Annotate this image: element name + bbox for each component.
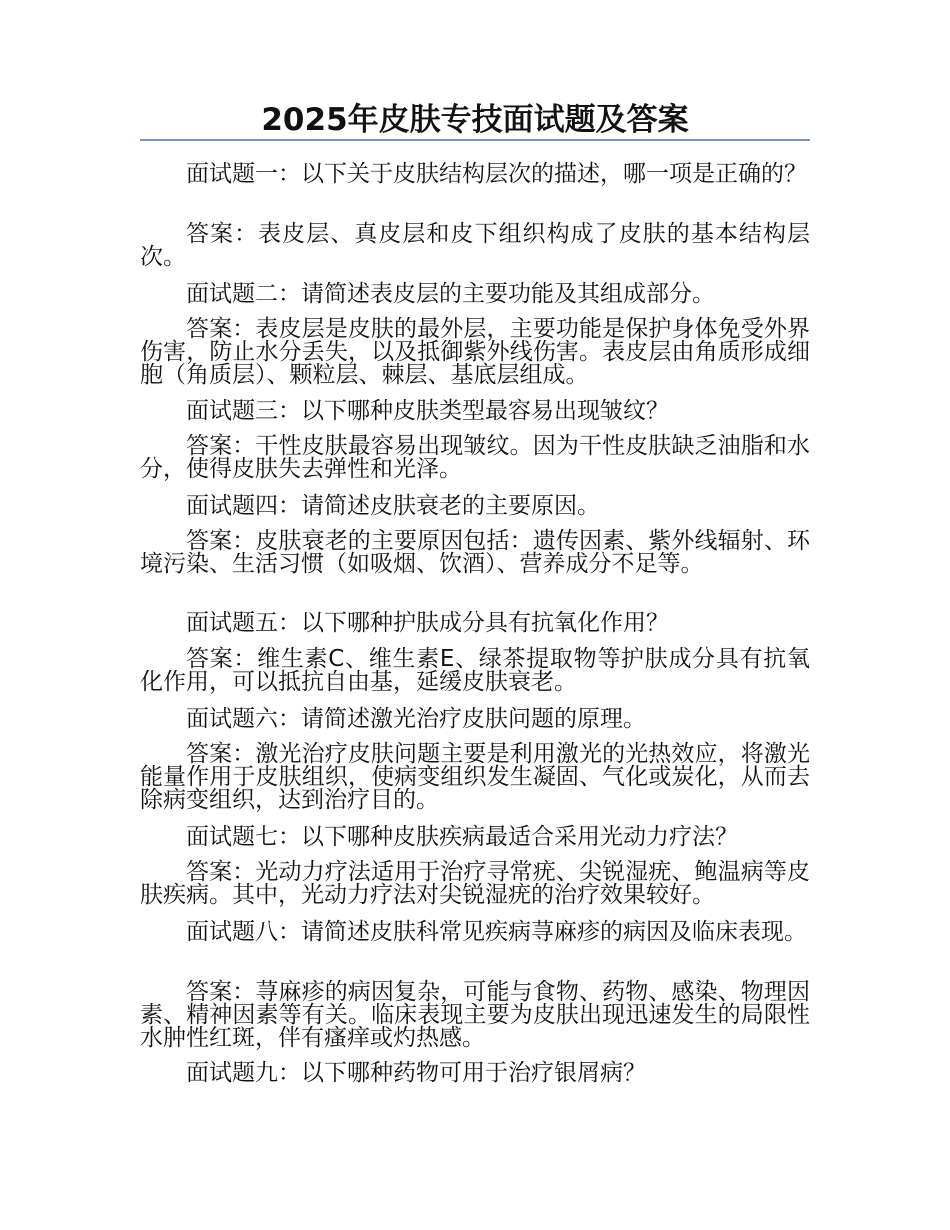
answer-5: 答案：维生素C、维生素E、绿茶提取物等护肤成分具有抗氧化作用，可以抵抗自由基，延缓皮肤衰老。	[140, 646, 810, 695]
question-3: 面试题三：以下哪种皮肤类型最容易出现皱纹？	[186, 398, 669, 424]
answer-7: 答案：光动力疗法适用于治疗寻常疣、尖锐湿疣、鲍温病等皮肤疾病。其中，光动力疗法对尖锐湿疣的治疗效果较好。	[140, 859, 810, 908]
question-2: 面试题二：请简述表皮层的主要功能及其组成部分。	[186, 281, 715, 307]
title-underline	[140, 139, 810, 141]
question-4: 面试题四：请简述皮肤衰老的主要原因。	[186, 493, 600, 519]
answer-8: 答案：荨麻疹的病因复杂，可能与食物、药物、感染、物理因素、精神因素等有关。临床表现主要为皮肤出现迅速发生的局限性水肿性红斑，伴有瘙痒或灼热感。	[140, 979, 810, 1051]
answer-3: 答案：干性皮肤最容易出现皱纹。因为干性皮肤缺乏油脂和水分，使得皮肤失去弹性和光泽。	[140, 433, 810, 482]
answer-1: 答案：表皮层、真皮层和皮下组织构成了皮肤的基本结构层次。	[140, 221, 810, 270]
question-1: 面试题一：以下关于皮肤结构层次的描述，哪一项是正确的？	[186, 161, 807, 187]
document-title: 2025年皮肤专技面试题及答案	[261, 102, 689, 138]
question-9: 面试题九：以下哪种药物可用于治疗银屑病？	[186, 1060, 646, 1086]
question-5: 面试题五：以下哪种护肤成分具有抗氧化作用？	[186, 610, 669, 636]
answer-4: 答案：皮肤衰老的主要原因包括：遗传因素、紫外线辐射、环境污染、生活习惯（如吸烟、饮酒）、营养成分不足等。	[140, 528, 810, 577]
question-6: 面试题六：请简述激光治疗皮肤问题的原理。	[186, 706, 646, 732]
answer-2: 答案：表皮层是皮肤的最外层，主要功能是保护身体免受外界伤害，防止水分丢失，以及抵御紫外线伤害。表皮层由角质形成细胞（角质层）、颗粒层、棘层、基底层组成。	[140, 316, 810, 388]
answer-6: 答案：激光治疗皮肤问题主要是利用激光的光热效应，将激光能量作用于皮肤组织，使病变组织发生凝固、气化或炭化，从而去除病变组织，达到治疗目的。	[140, 741, 810, 813]
question-7: 面试题七：以下哪种皮肤疾病最适合采用光动力疗法？	[186, 824, 738, 850]
question-8: 面试题八：请简述皮肤科常见疾病荨麻疹的病因及临床表现。	[186, 919, 807, 945]
